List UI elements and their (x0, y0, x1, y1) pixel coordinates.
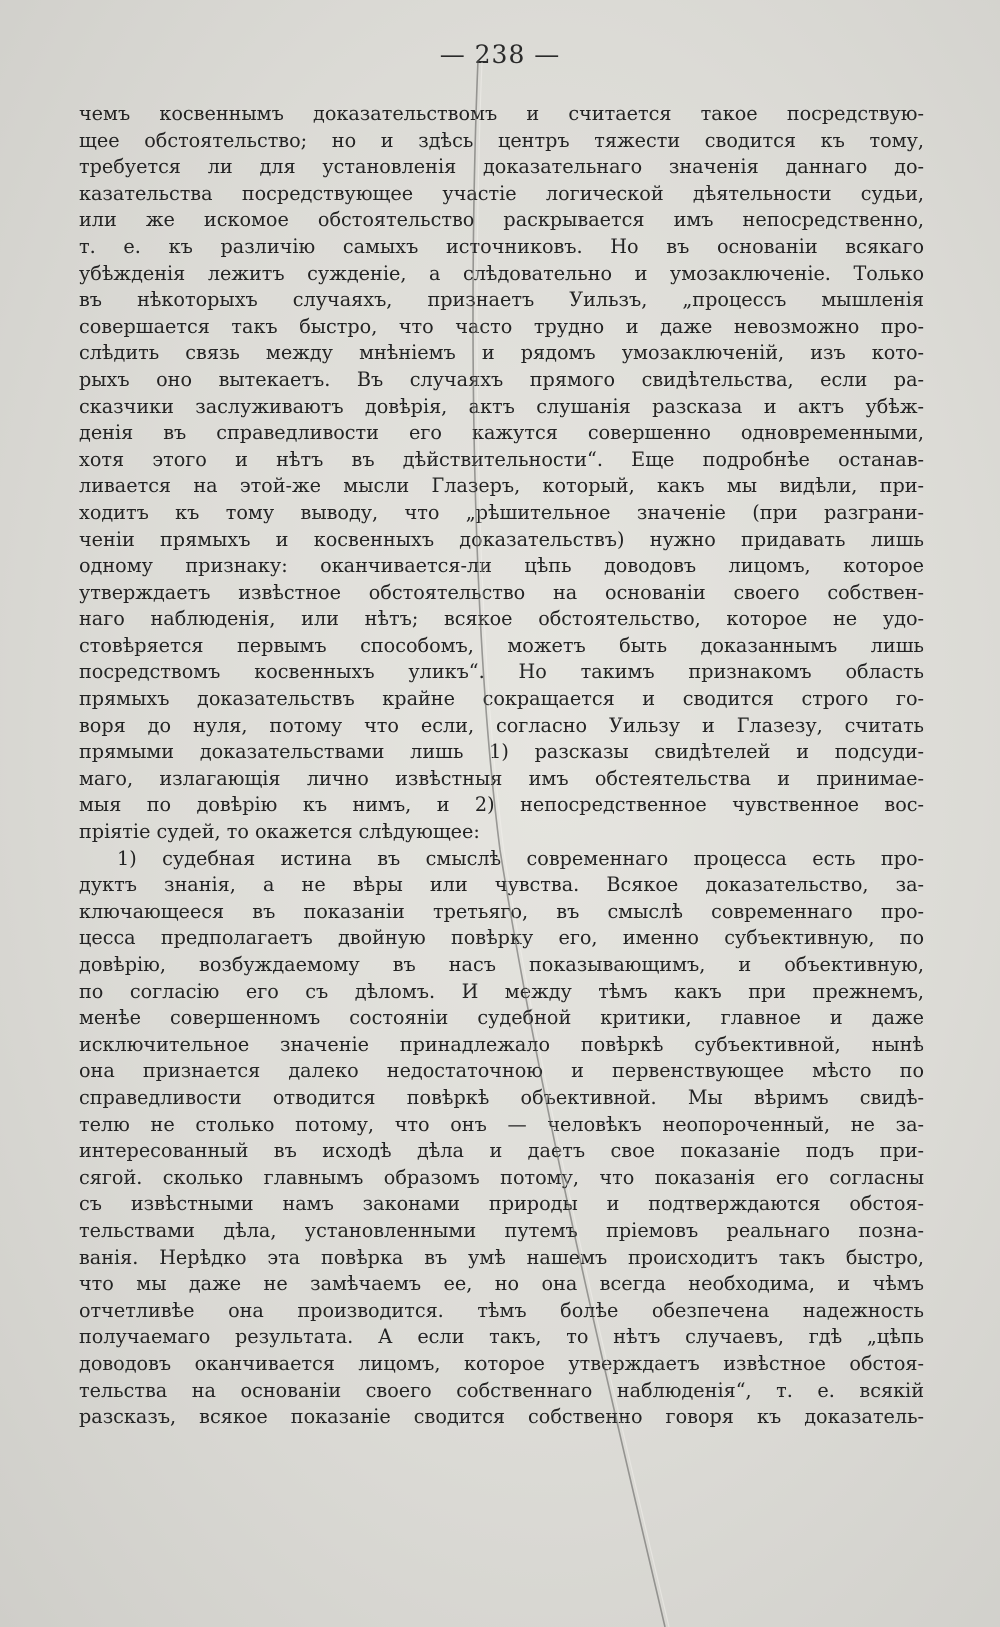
text-line: съ извѣстными намъ законами природы и подтверждаются обстоя- (79, 1192, 924, 1216)
text-line: 1) судебная истина въ смыслѣ современнаго процесса есть про- (117, 846, 924, 870)
text-line: наго наблюденія, или нѣтъ; всякое обстоятельство, которое не удо- (79, 607, 924, 631)
text-line: цесса предполагаетъ двойную повѣрку его, именно субъективную, по (79, 926, 924, 950)
text-line: слѣдить связь между мнѣніемъ и рядомъ умозаключеній, изъ кото- (79, 341, 924, 365)
text-line: справедливости отводится повѣркѣ объективной. Мы вѣримъ свидѣ- (79, 1085, 924, 1109)
text-line: требуется ли для установленія доказательнаго значенія даннаго до- (79, 155, 924, 179)
text-line: прямыми доказательствами лишь 1) разсказы свидѣтелей и подсуди- (79, 740, 924, 764)
text-line: ченіи прямыхъ и косвенныхъ доказательствъ) нужно придавать лишь (79, 527, 924, 551)
text-line: воря до нуля, потому что если, согласно Уильзу и Глазезу, считать (79, 713, 924, 737)
text-line: рыхъ оно вытекаетъ. Въ случаяхъ прямого свидѣтельства, если ра- (79, 367, 924, 391)
text-line: ключающееся въ показаніи третьяго, въ смыслѣ современнаго про- (79, 899, 924, 923)
text-line: что мы даже не замѣчаемъ ее, но она всегда необходима, и чѣмъ (79, 1272, 924, 1296)
text-line: щее обстоятельство; но и здѣсь центръ тяжести сводится къ тому, (79, 128, 924, 152)
text-line: совершается такъ быстро, что часто трудно и даже невозможно про- (79, 314, 924, 338)
text-line: менѣе совершенномъ состояніи судебной критики, главное и даже (79, 1006, 924, 1030)
text-line: довѣрію, возбуждаемому въ насъ показывающимъ, и объективную, (79, 953, 924, 976)
text-line: одному признаку: оканчивается-ли цѣпь доводовъ лицомъ, которое (79, 554, 924, 578)
body-text (79, 101, 924, 1431)
text-line: чемъ косвеннымъ доказательствомъ и считается такое посредствую- (79, 102, 924, 125)
text-line: въ нѣкоторыхъ случаяхъ, признаетъ Уильзъ, „процессъ мышленія (79, 288, 924, 312)
text-line: интересованный въ исходѣ дѣла и даетъ свое показаніе подъ при- (79, 1139, 924, 1163)
text-line: получаемаго результата. А если такъ, то нѣтъ случаевъ, гдѣ „цѣпь (79, 1325, 924, 1349)
text-line: доводовъ оканчивается лицомъ, которое утверждаетъ извѣстное обстоя- (79, 1351, 924, 1375)
text-line: отчетливѣе она производится. тѣмъ болѣе обезпечена надежность (79, 1298, 924, 1322)
text-line: казательства посредствующее участіе логической дѣятельности судьи, (79, 181, 924, 205)
text-line: посредствомъ косвенныхъ уликъ“. Но такимъ признакомъ область (79, 660, 924, 684)
text-line: телю не столько потому, что онъ — человѣкъ неопороченный, не за- (79, 1112, 924, 1136)
text-line: или же искомое обстоятельство раскрывается имъ непосредственно, (79, 208, 924, 232)
text-line: ванія. Нерѣдко эта повѣрка въ умѣ нашемъ происходитъ такъ быстро, (79, 1245, 924, 1269)
text-line: разсказъ, всякое показаніе сводится собственно говоря къ доказатель- (79, 1405, 924, 1429)
text-line: стовѣряется первымъ способомъ, можетъ быть доказаннымъ лишь (79, 633, 924, 657)
text-line: прямыхъ доказательствъ крайне сокращается и сводится строго го- (79, 687, 924, 711)
text-line: утверждаетъ извѣстное обстоятельство на основаніи своего собствен- (79, 580, 924, 604)
text-line: по согласію его съ дѣломъ. И между тѣмъ какъ при прежнемъ, (79, 979, 924, 1003)
text-line: т. е. къ различію самыхъ источниковъ. Но въ основаніи всякаго (79, 234, 924, 258)
text-line: ходитъ къ тому выводу, что „рѣшительное значеніе (при разграни- (79, 500, 924, 524)
page-number: — 238 — (439, 40, 561, 69)
text-line: исключительное значеніе принадлежало повѣркѣ субъективной, нынѣ (79, 1032, 924, 1056)
text-line: дуктъ знанія, а не вѣры или чувства. Всякое доказательство, за- (79, 873, 924, 897)
text-line: тельствами дѣла, установленными путемъ пріемовъ реальнаго позна- (79, 1218, 924, 1242)
text-line: хотя этого и нѣтъ въ дѣйствительности“. Еще подробнѣе останав- (79, 447, 924, 471)
text-line: сягой. сколько главнымъ образомъ потому, что показанія его согласны (79, 1165, 924, 1189)
text-line: убѣжденія лежитъ сужденіе, а слѣдовательно и умозаключеніе. Только (79, 261, 924, 285)
text-line: тельства на основаніи своего собственнаго наблюденія“, т. е. всякій (79, 1378, 924, 1402)
text-line: маго, излагающія лично извѣстныя имъ обстеятельства и принимае- (79, 766, 924, 790)
text-line: пріятіе судей, то окажется слѣдующее: (79, 820, 480, 844)
text-line: она признается далеко недостаточною и первенствующее мѣсто по (79, 1059, 924, 1083)
text-line: сказчики заслуживаютъ довѣрія, актъ слушанія разсказа и актъ убѣж- (79, 394, 924, 418)
text-line: ливается на этой-же мысли Глазеръ, который, какъ мы видѣли, при- (79, 474, 924, 498)
text-line: мыя по довѣрію къ нимъ, и 2) непосредственное чувственное вос- (79, 793, 924, 817)
text-line: денія въ справедливости его кажутся совершенно одновременными, (79, 421, 924, 445)
